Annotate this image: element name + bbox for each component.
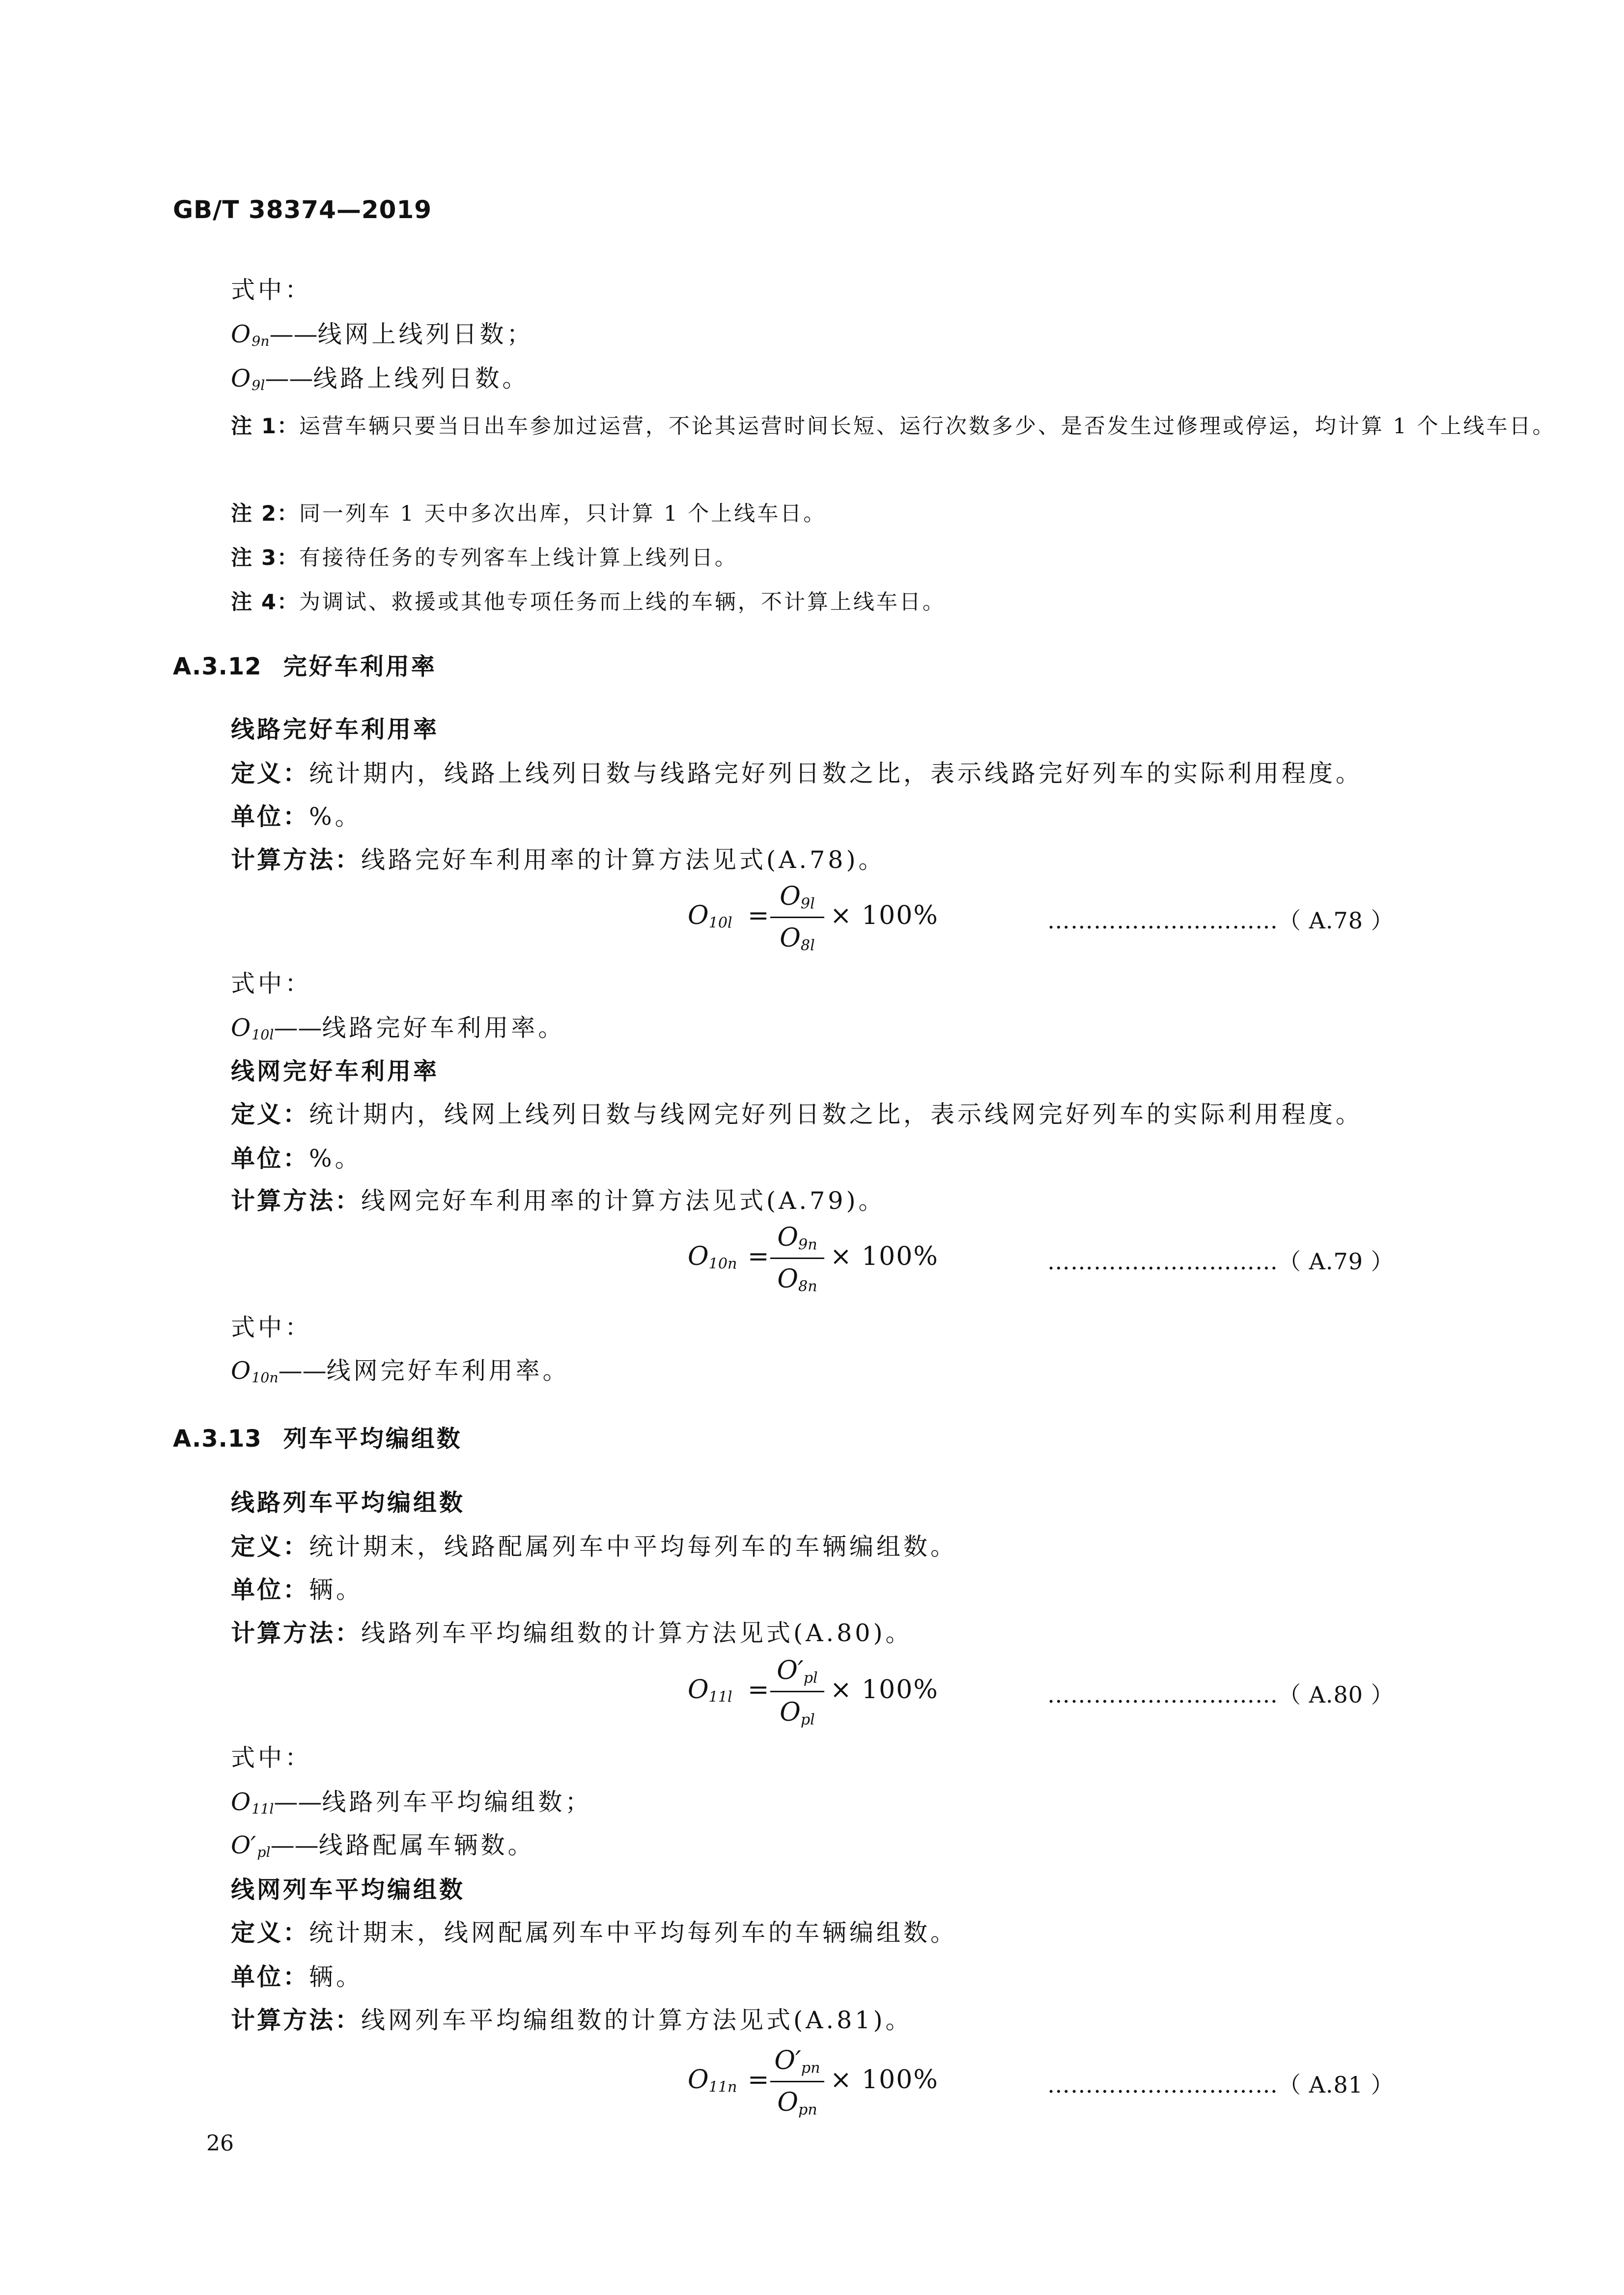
fraction-bar <box>770 1258 824 1259</box>
definition-line: 定义：统计期内，线网上线列日数与线网完好列日数之比，表示线网完好列车的实际利用程度。 <box>231 1100 1363 1128</box>
denominator: $O_{8l}$ <box>780 924 815 954</box>
unit-line: 单位：辆。 <box>231 1576 364 1604</box>
fraction-bar <box>770 2081 824 2082</box>
numerator: $O'_{pl}$ <box>777 1656 818 1687</box>
equation-number: …………………………（ A.81 ） <box>1047 2071 1394 2098</box>
subsection-title: 线路完好车利用率 <box>231 716 440 743</box>
unit-line: 单位：%。 <box>231 1145 362 1173</box>
variable-symbol: $O_{10l}$ <box>231 1014 274 1043</box>
method-line: 计算方法：线网完好车利用率的计算方法见式(A.79)。 <box>231 1187 886 1215</box>
fraction <box>770 1653 824 1730</box>
section-heading: A.3.12 完好车利用率 <box>173 653 437 680</box>
variable-symbol: $O_{11l}$ <box>231 1788 274 1818</box>
fraction <box>770 879 824 955</box>
variable-symbol: $O_{9l}$ <box>231 364 265 394</box>
formula-lhs: $O_{11l}$ <box>688 1675 732 1706</box>
method-line: 计算方法：线网列车平均编组数的计算方法见式(A.81)。 <box>231 2006 913 2034</box>
method-line: 计算方法：线路列车平均编组数的计算方法见式(A.80)。 <box>231 1619 913 1647</box>
formula-lhs: $O_{10n}$ <box>688 1242 737 1273</box>
variable-symbol: $O_{10n}$ <box>231 1357 279 1386</box>
page-number: 26 <box>206 2131 234 2156</box>
fraction-bar <box>770 1691 824 1692</box>
note-2: 注 2：同一列车 1 天中多次出库，只计算 1 个上线车日。 <box>231 502 827 526</box>
method-line: 计算方法：线路完好车利用率的计算方法见式(A.78)。 <box>231 846 886 874</box>
note-4: 注 4：为调试、救援或其他专项任务而上线的车辆，不计算上线车日。 <box>231 590 946 615</box>
definition-line: 定义：统计期末，线网配属列车中平均每列车的车辆编组数。 <box>231 1919 958 1947</box>
definition-line: 定义：统计期末，线路配属列车中平均每列车的车辆编组数。 <box>231 1533 958 1561</box>
denominator: $O_{pn}$ <box>777 2088 817 2119</box>
subsection-title: 线网列车平均编组数 <box>231 1876 466 1903</box>
variable-symbol: $O'_{pl}$ <box>231 1831 271 1861</box>
equation-number: …………………………（ A.80 ） <box>1047 1681 1394 1708</box>
numerator: $O_{9n}$ <box>777 1223 817 1254</box>
formula-A80: $O_{11l}$ = $O'_{pl}$ $O_{pl}$ × 100% <box>688 1653 943 1732</box>
formula-A79: $O_{10n}$ = $O_{9n}$ $O_{8n}$ × 100% <box>688 1220 943 1299</box>
note-3: 注 3：有接待任务的专列客车上线计算上线列日。 <box>231 546 738 570</box>
unit-line: 单位：辆。 <box>231 1963 364 1991</box>
equation-number: …………………………（ A.78 ） <box>1047 907 1394 934</box>
note-1: 注 1：运营车辆只要当日出车参加过运营，不论其运营时间长短、运行次数多少、是否发生过修理或停运，均计算 1 个上线车日。 <box>231 414 1556 439</box>
formula-A81: $O_{11n}$ = $O'_{pn}$ $O_{pn}$ × 100% <box>688 2043 943 2122</box>
where-label: 式中： <box>231 276 312 304</box>
formula-lhs: $O_{10l}$ <box>688 901 732 932</box>
denominator: $O_{8n}$ <box>777 1264 817 1295</box>
standard-number: GB/T 38374—2019 <box>173 196 432 224</box>
where-label: 式中： <box>231 1744 312 1772</box>
numerator: $O_{9l}$ <box>780 882 815 913</box>
formula-lhs: $O_{11n}$ <box>688 2065 737 2096</box>
variable-definition: $O_{9n}——$线网上线列日数； <box>231 320 534 350</box>
variable-symbol: $O_{9n}$ <box>231 320 270 350</box>
where-label: 式中： <box>231 1314 312 1342</box>
fraction-bar <box>770 917 824 918</box>
definition-line: 定义：统计期内，线路上线列日数与线路完好列日数之比，表示线路完好列车的实际利用程度。 <box>231 759 1363 787</box>
subsection-title: 线路列车平均编组数 <box>231 1489 466 1516</box>
fraction <box>770 1220 824 1296</box>
section-heading: A.3.13 列车平均编组数 <box>173 1425 462 1453</box>
variable-definition: $O'_{pl}——$线路配属车辆数。 <box>231 1831 535 1861</box>
variable-definition: $O_{11l}——$线路列车平均编组数； <box>231 1788 592 1818</box>
equation-number: …………………………（ A.79 ） <box>1047 1248 1394 1275</box>
variable-definition: $O_{9l}——$线路上线列日数。 <box>231 364 530 394</box>
numerator: $O'_{pn}$ <box>774 2046 820 2077</box>
subsection-title: 线网完好车利用率 <box>231 1058 440 1085</box>
fraction <box>770 2043 824 2120</box>
denominator: $O_{pl}$ <box>780 1698 815 1729</box>
unit-line: 单位：%。 <box>231 803 362 831</box>
where-label: 式中： <box>231 970 312 998</box>
variable-definition: $O_{10n}——$线网完好车利用率。 <box>231 1357 570 1386</box>
formula-A78: $O_{10l}$ = $O_{9l}$ $O_{8l}$ × 100% <box>688 879 943 958</box>
variable-definition: $O_{10l}——$线路完好车利用率。 <box>231 1014 565 1043</box>
